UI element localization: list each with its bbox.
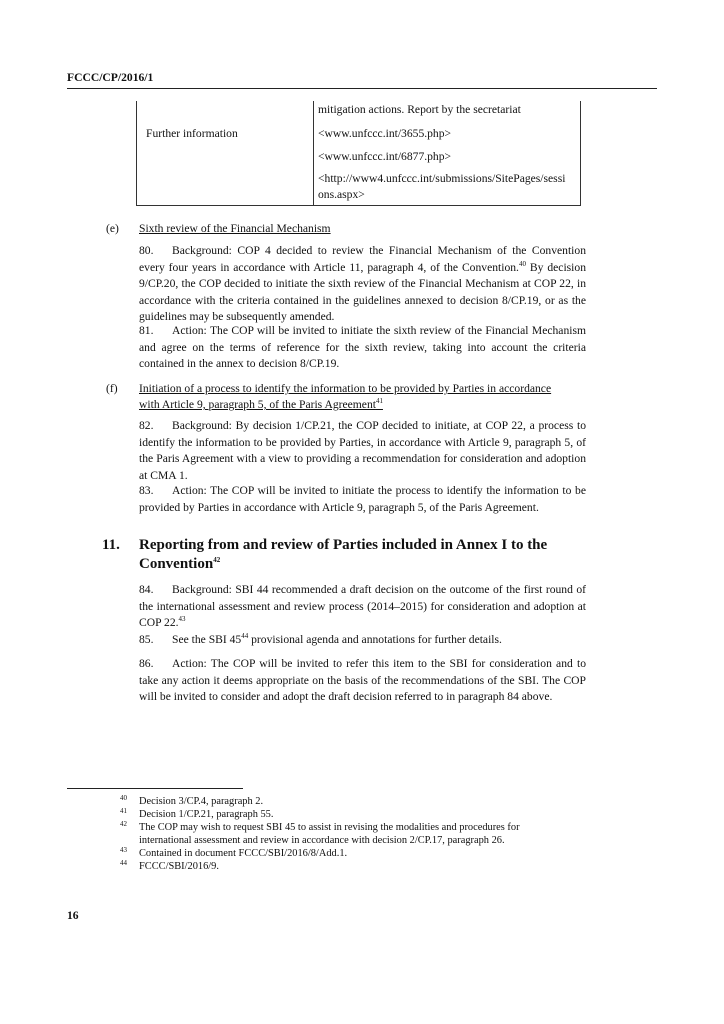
footnote: 44 FCCC/SBI/2016/9. xyxy=(120,858,219,872)
paragraph-number: 80. xyxy=(139,244,154,257)
footnote: 40 Decision 3/CP.4, paragraph 2. xyxy=(120,793,264,807)
page-number: 16 xyxy=(67,909,79,922)
paragraph-text: provisional agenda and annotations for further details. xyxy=(248,633,502,646)
table-cell-label: Further information xyxy=(146,127,238,140)
section-title xyxy=(139,536,579,574)
table-link[interactable]: <www.unfccc.int/6877.php> xyxy=(318,150,452,163)
subsection-label: (f) xyxy=(106,382,118,395)
section-title-text: Reporting from and review of Parties included in Annex I to the Convention xyxy=(139,537,548,572)
paragraph-text: Action: The COP will be invited to initiate the process to identify the information to be provided by Parties in accordance with Article 9, paragraph 5, of the Paris Agreement. xyxy=(139,484,586,514)
paragraph-text: Action: The COP will be invited to initiate the sixth review of the Financial Mechanism and agree on the terms of reference for the sixth review, taking into account the criteria contained in the annex to decision 8/CP.19. xyxy=(139,324,586,370)
info-table xyxy=(136,101,581,206)
section-number: 11. xyxy=(102,537,120,553)
paragraph-text: Action: The COP will be invited to refer this item to the SBI for consideration and to take any action it deems appropriate on the basis of the recommendations of the SBI. The COP will be invited to consider and adopt the draft decision referred to in paragraph 84 above. xyxy=(139,657,586,703)
paragraph-number: 81. xyxy=(139,324,154,337)
subsection-title-line xyxy=(139,397,383,414)
footnote: 42 The COP may wish to request SBI 45 to assist in revising the modalities and procedures for xyxy=(120,819,520,833)
paragraph-text: See the SBI 45 xyxy=(172,633,242,646)
footnote-text: Decision 1/CP.21, paragraph 55. xyxy=(139,809,274,820)
table-link[interactable]: <www.unfccc.int/3655.php> xyxy=(318,127,452,140)
paragraph-number: 86. xyxy=(139,657,154,670)
footnote-text: FCCC/SBI/2016/9. xyxy=(139,861,219,872)
footnote-separator xyxy=(67,788,243,789)
footnote-continued: international assessment and review in accordance with decision 2/CP.17, paragraph 26. xyxy=(139,835,505,846)
footnote-ref[interactable]: 44 xyxy=(241,632,249,641)
footnote: 41 Decision 1/CP.21, paragraph 55. xyxy=(120,806,274,820)
table-column-divider xyxy=(313,101,314,205)
paragraph-number: 84. xyxy=(139,583,154,596)
footnote-text: The COP may wish to request SBI 45 to assist in revising the modalities and procedures for xyxy=(139,822,520,833)
subsection-title-line: Initiation of a process to identify the information to be provided by Parties in accordance xyxy=(139,382,552,395)
footnote-ref[interactable]: 40 xyxy=(518,259,526,268)
header-rule xyxy=(67,88,657,89)
paragraph-text: Background: COP 4 decided to review the Financial Mechanism of the Convention every four years in accordance with Article 11, paragraph 4, of the Convention. xyxy=(139,244,586,274)
paragraph-82 xyxy=(139,418,586,484)
footnote-ref[interactable]: 43 xyxy=(178,615,186,624)
footnote: 43 Contained in document FCCC/SBI/2016/8/Add.1. xyxy=(120,845,348,859)
document-code: FCCC/CP/2016/1 xyxy=(67,71,154,84)
paragraph-86 xyxy=(139,656,586,706)
paragraph-text: Background: SBI 44 recommended a draft decision on the outcome of the first round of the international assessment and review process (2014–2015) for consideration and adoption at COP 22. xyxy=(139,583,586,629)
paragraph-number: 82. xyxy=(139,419,154,432)
footnote-text: Decision 3/CP.4, paragraph 2. xyxy=(139,796,264,807)
subsection-label: (e) xyxy=(106,222,119,235)
subsection-title-text: with Article 9, paragraph 5, of the Paris Agreement xyxy=(139,398,376,411)
paragraph-83 xyxy=(139,483,586,516)
paragraph-number: 83. xyxy=(139,484,154,497)
paragraph-80 xyxy=(139,243,586,326)
paragraph-81 xyxy=(139,323,586,373)
table-cell-continued-text: mitigation actions. Report by the secretariat xyxy=(318,103,521,116)
footnote-ref[interactable]: 41 xyxy=(375,397,383,406)
footnote-ref[interactable]: 42 xyxy=(213,556,221,564)
footnote-text: Contained in document FCCC/SBI/2016/8/Add.1. xyxy=(139,848,348,859)
paragraph-84 xyxy=(139,582,586,632)
table-link[interactable]: ons.aspx> xyxy=(318,188,365,201)
paragraph-85 xyxy=(139,632,586,649)
table-link[interactable]: <http://www4.unfccc.int/submissions/SitePages/sessi xyxy=(318,172,566,185)
paragraph-text: By decision 9/CP.20, the COP decided to initiate the sixth review of the Financial Mechanism at COP 22, in accordance with the criteria contained in the guidelines annexed to decision 8/CP.19, or as the guidelines may be subsequently amended. xyxy=(139,260,586,323)
subsection-title: Sixth review of the Financial Mechanism xyxy=(139,222,331,235)
paragraph-text: Background: By decision 1/CP.21, the COP decided to initiate, at COP 22, a process to identify the information to be provided by Parties, in accordance with Article 9, paragraph 5, of the Paris Agreement with a view to providing a recommendation for consideration and adoption at CMA 1. xyxy=(139,419,586,482)
paragraph-number: 85. xyxy=(139,633,154,646)
